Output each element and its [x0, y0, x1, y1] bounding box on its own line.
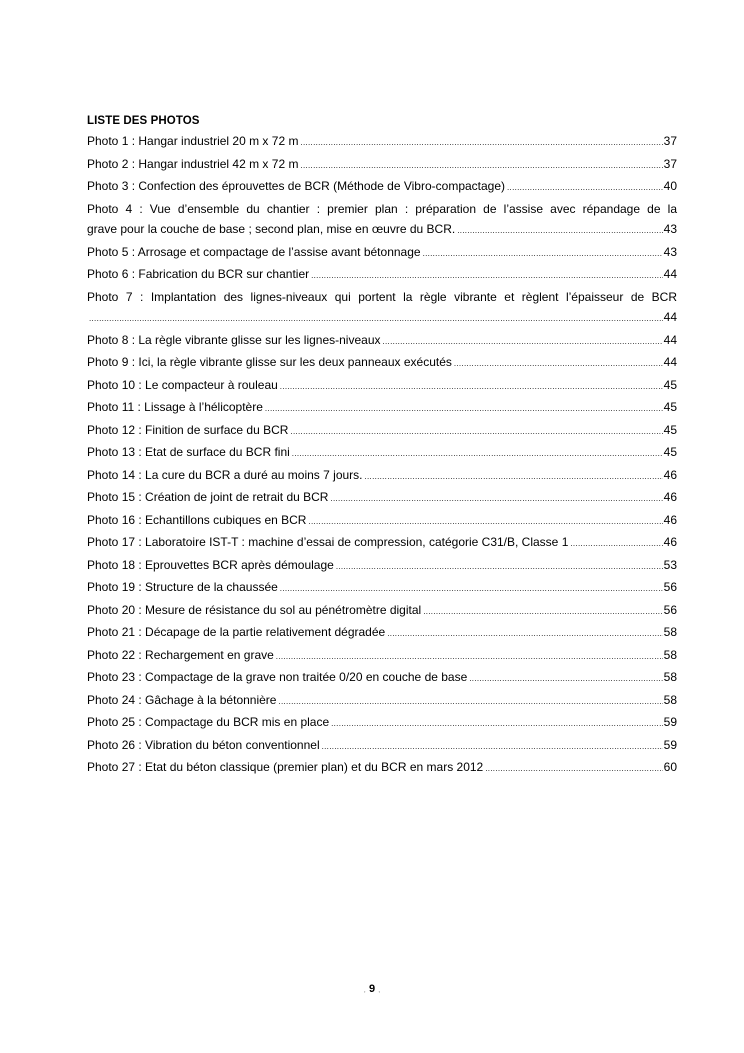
dot-leader: [265, 399, 663, 420]
entry-page: 45: [663, 445, 677, 459]
dot-leader: [89, 309, 663, 330]
entry-page: 59: [663, 715, 677, 729]
dot-leader: [280, 579, 663, 600]
dot-leader: [485, 759, 662, 780]
dot-leader: [280, 377, 663, 398]
toc-entry-photo-15[interactable]: [87, 487, 677, 510]
entry-page: 45: [663, 400, 677, 414]
toc-entry-photo-11[interactable]: [87, 397, 677, 420]
toc-entry-photo-26[interactable]: [87, 735, 677, 758]
entry-page: 56: [663, 602, 677, 617]
toc-entry-photo-16[interactable]: [87, 510, 677, 533]
entry-label: Photo 27 : Etat du béton classique (premier plan) et du BCR en mars 2012: [87, 760, 484, 774]
entry-label: Photo 23 : Compactage de la grave non traitée 0/20 en couche de base: [87, 670, 468, 684]
toc-entry-photo-7[interactable]: [87, 287, 677, 330]
toc-entry-photo-5[interactable]: [87, 242, 677, 265]
entry-label: Photo 19 : Structure de la chaussée: [87, 580, 278, 594]
entry-page: 58: [663, 647, 677, 662]
entry-label: Photo 24 : Gâchage à la bétonnière: [87, 692, 277, 707]
dot-leader: [423, 244, 663, 265]
page-title: LISTE DES PHOTOS: [87, 115, 200, 127]
dot-leader: [469, 669, 662, 690]
dot-leader: [507, 178, 663, 199]
dot-leader: [387, 624, 662, 645]
dot-leader: [331, 714, 663, 735]
dot-leader: [292, 444, 663, 465]
dot-leader: [276, 647, 663, 668]
entry-label: Photo 11 : Lissage à l’hélicoptère: [87, 400, 263, 414]
photo-list: [87, 131, 677, 780]
dot-leader: [383, 332, 663, 353]
toc-entry-photo-2[interactable]: [87, 154, 677, 177]
toc-entry-photo-6[interactable]: [87, 264, 677, 287]
toc-entry-photo-20[interactable]: [87, 600, 677, 623]
entry-label-line-2: grave pour la couche de base ; second plan, mise en œuvre du BCR.: [87, 222, 456, 236]
entry-page: 45: [663, 377, 677, 392]
entry-page: 46: [663, 535, 677, 549]
entry-page: 43: [663, 222, 677, 236]
footer-mark-right: ,: [378, 985, 381, 994]
entry-label: Photo 9 : Ici, la règle vibrante glisse sur les deux panneaux exécutés: [87, 355, 452, 369]
entry-label: Photo 10 : Le compacteur à rouleau: [87, 377, 278, 392]
dot-leader: [454, 354, 663, 375]
entry-label: Photo 18 : Eprouvettes BCR après démoulage: [87, 557, 334, 572]
entry-page: 40: [663, 179, 677, 193]
entry-label: Photo 22 : Rechargement en grave: [87, 647, 274, 662]
toc-entry-photo-19[interactable]: [87, 577, 677, 600]
entry-page: 58: [663, 625, 677, 639]
entry-page: 53: [663, 557, 677, 572]
dot-leader: [300, 156, 662, 177]
dot-leader: [365, 467, 663, 488]
toc-entry-photo-10[interactable]: [87, 375, 677, 398]
dot-leader: [330, 489, 662, 510]
dot-leader: [423, 602, 662, 623]
entry-label: Photo 8 : La règle vibrante glisse sur les lignes-niveaux: [87, 332, 381, 347]
dot-leader: [300, 133, 662, 154]
dot-leader: [290, 422, 662, 443]
entry-label: Photo 12 : Finition de surface du BCR: [87, 422, 289, 437]
dot-leader: [278, 692, 662, 713]
entry-page: 44: [663, 355, 677, 369]
entry-page: 56: [663, 580, 677, 594]
toc-entry-photo-14[interactable]: [87, 465, 677, 488]
toc-entry-photo-1[interactable]: [87, 131, 677, 154]
entry-label: Photo 15 : Création de joint de retrait du BCR: [87, 490, 329, 504]
toc-entry-photo-4[interactable]: [87, 199, 677, 242]
toc-entry-photo-9[interactable]: [87, 352, 677, 375]
dot-leader: [457, 221, 662, 242]
entry-page: 46: [663, 490, 677, 504]
entry-label: Photo 2 : Hangar industriel 42 m x 72 m: [87, 156, 299, 171]
entry-page: 43: [663, 244, 677, 259]
toc-entry-photo-12[interactable]: [87, 420, 677, 443]
page-number: [0, 983, 744, 995]
entry-label: Photo 1 : Hangar industriel 20 m x 72 m: [87, 134, 299, 148]
entry-page: 58: [663, 670, 677, 684]
entry-page: 46: [663, 512, 677, 527]
dot-leader: [308, 512, 662, 533]
toc-entry-photo-13[interactable]: [87, 442, 677, 465]
page-number-value: 9: [368, 983, 376, 995]
entry-page: 45: [663, 422, 677, 437]
toc-entry-photo-17[interactable]: [87, 532, 677, 555]
entry-label: Photo 16 : Echantillons cubiques en BCR: [87, 512, 307, 527]
entry-page: 37: [663, 134, 677, 148]
entry-label-line-1: Photo 4 : Vue d’ensemble du chantier : premier plan : préparation de l’assise avec répandage de la: [87, 201, 677, 216]
entry-label: Photo 25 : Compactage du BCR mis en place: [87, 715, 330, 729]
toc-entry-photo-18[interactable]: [87, 555, 677, 578]
dot-leader: [311, 266, 663, 287]
entry-page: 37: [663, 156, 677, 171]
toc-entry-photo-3[interactable]: [87, 176, 677, 199]
footer-mark-left: ,: [363, 985, 366, 994]
entry-label-line-1: Photo 7 : Implantation des lignes-niveaux qui portent la règle vibrante et règlent l’épaisseur de BCR: [87, 289, 677, 304]
entry-page: 58: [663, 692, 677, 707]
toc-entry-photo-8[interactable]: [87, 330, 677, 353]
toc-entry-photo-24[interactable]: [87, 690, 677, 713]
entry-page: 59: [663, 737, 677, 752]
entry-page: 44: [663, 332, 677, 347]
entry-page: 60: [663, 760, 677, 774]
toc-entry-photo-21[interactable]: [87, 622, 677, 645]
entry-label: Photo 17 : Laboratoire IST-T : machine d’essai de compression, catégorie C31/B, Classe 1: [87, 535, 569, 549]
dot-leader: [322, 737, 663, 758]
toc-entry-photo-27[interactable]: [87, 757, 677, 780]
entry-label: Photo 14 : La cure du BCR a duré au moins 7 jours.: [87, 467, 363, 482]
toc-entry-photo-23[interactable]: [87, 667, 677, 690]
entry-page: 44: [663, 310, 677, 324]
entry-page: 46: [663, 467, 677, 482]
toc-entry-photo-25[interactable]: [87, 712, 677, 735]
entry-label: Photo 13 : Etat de surface du BCR fini: [87, 445, 290, 459]
entry-label: Photo 6 : Fabrication du BCR sur chantier: [87, 267, 310, 281]
entry-label: Photo 21 : Décapage de la partie relativement dégradée: [87, 625, 386, 639]
toc-entry-photo-22[interactable]: [87, 645, 677, 668]
entry-label: Photo 5 : Arrosage et compactage de l’assise avant bétonnage: [87, 244, 421, 259]
entry-label: Photo 20 : Mesure de résistance du sol au pénétromètre digital: [87, 602, 422, 617]
entry-label: Photo 26 : Vibration du béton conventionnel: [87, 737, 320, 752]
entry-label: Photo 3 : Confection des éprouvettes de BCR (Méthode de Vibro-compactage): [87, 179, 506, 193]
dot-leader: [336, 557, 663, 578]
dot-leader: [570, 534, 662, 555]
entry-page: 44: [663, 267, 677, 281]
